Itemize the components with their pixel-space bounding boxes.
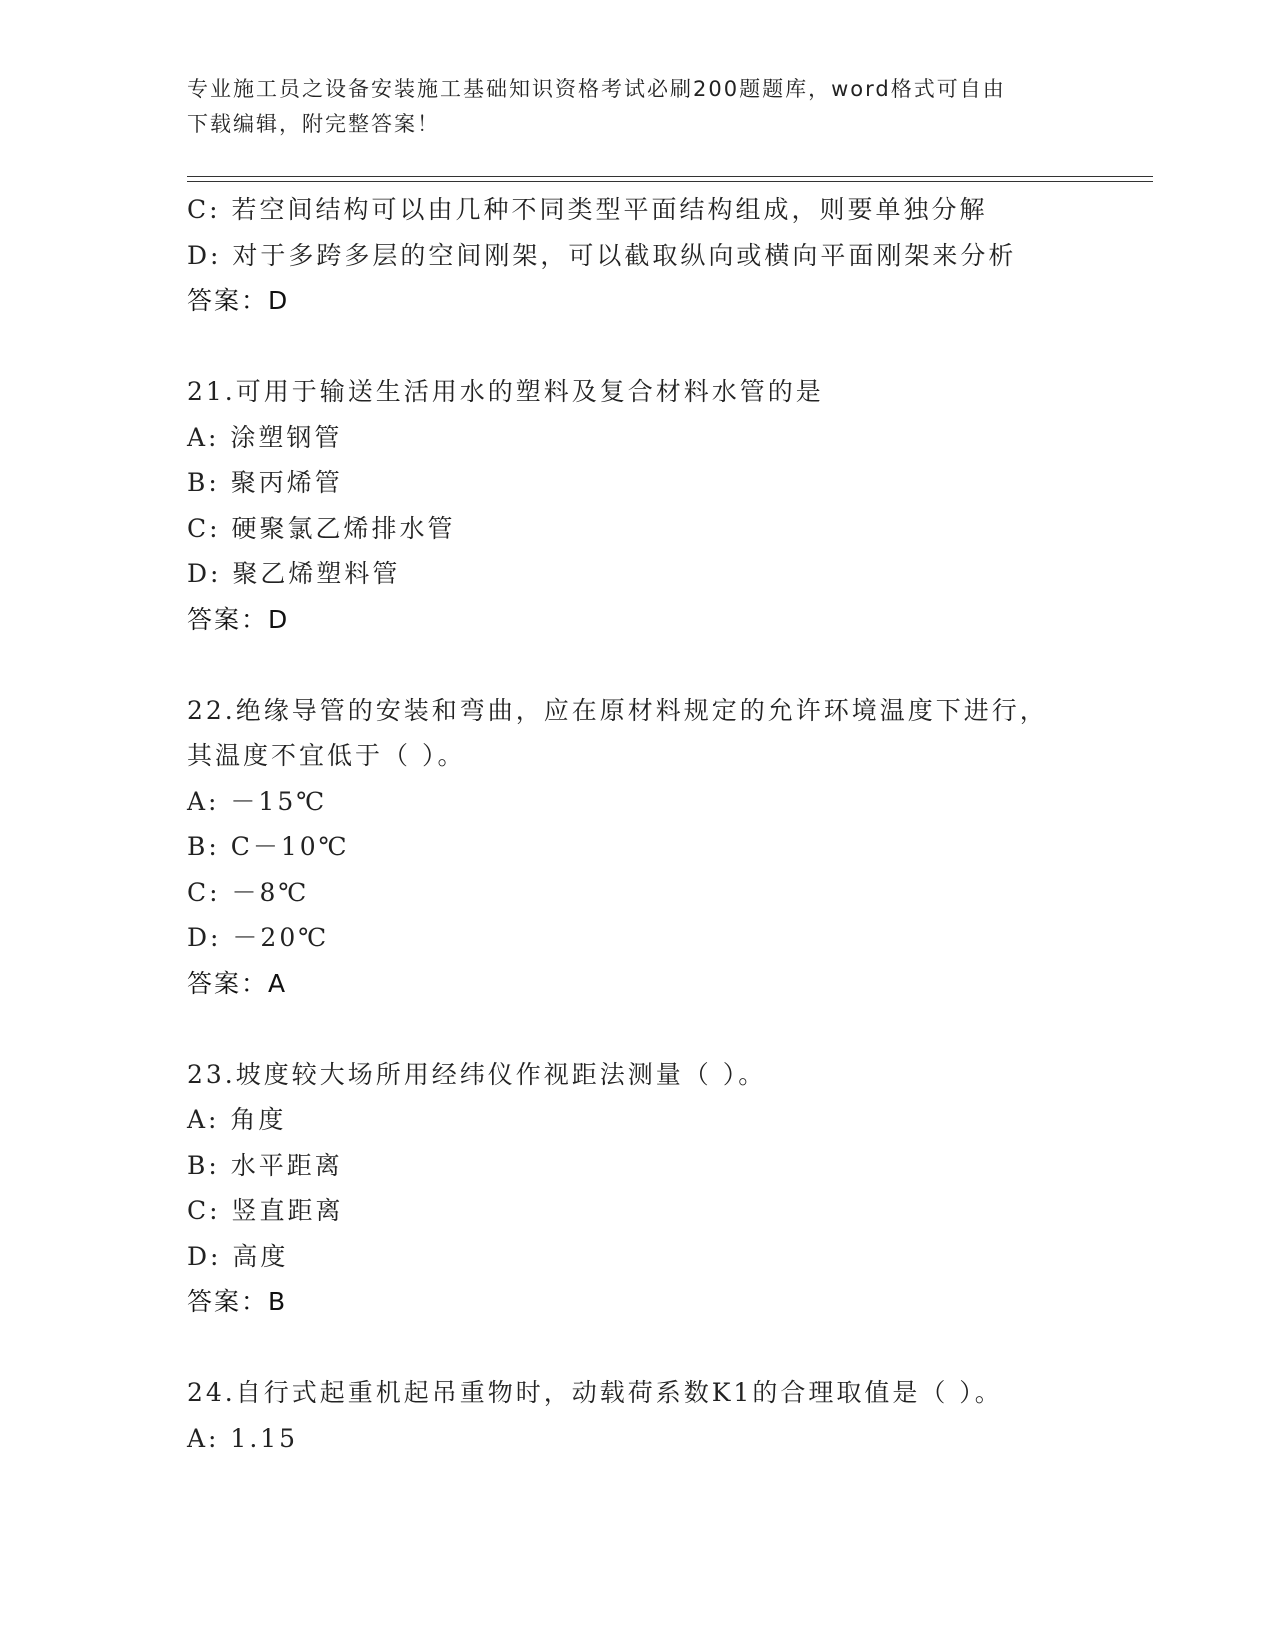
previous-question-tail	[187, 187, 1087, 324]
header-divider-bottom	[187, 181, 1153, 182]
option-a: A: －15℃	[187, 786, 328, 816]
question-stem: 22.绝缘导管的安装和弯曲，应在原材料规定的允许环境温度下进行，	[187, 695, 1048, 725]
document-header	[187, 72, 1087, 142]
question-list	[187, 187, 1087, 1461]
question-stem-continued: 其温度不宜低于（ ）。	[187, 741, 466, 770]
spacer	[187, 1325, 1087, 1371]
option-c: C: 若空间结构可以由几种不同类型平面结构组成，则要单独分解	[187, 195, 988, 224]
question-21	[187, 369, 1087, 642]
option-b: B: 聚丙烯管	[187, 468, 343, 497]
question-stem: 24.自行式起重机起吊重物时，动载荷系数K1的合理取值是（ ）。	[187, 1378, 1003, 1407]
option-b: B: 水平距离	[187, 1150, 343, 1180]
option-d: D: 高度	[187, 1241, 289, 1271]
question-22	[187, 688, 1087, 1007]
answer-line: 答案：D	[187, 604, 290, 634]
answer-line: 答案：B	[187, 1287, 288, 1316]
option-c: C: －8℃	[187, 877, 310, 907]
header-line-2: 下载编辑，附完整答案！	[187, 112, 440, 136]
question-24	[187, 1370, 1087, 1461]
question-stem: 21.可用于输送生活用水的塑料及复合材料水管的是	[187, 377, 824, 406]
option-a: A: 角度	[187, 1105, 287, 1134]
spacer	[187, 642, 1087, 688]
answer-line: 答案：D	[187, 286, 290, 315]
spacer	[187, 324, 1087, 370]
option-a: A: 涂塑钢管	[187, 422, 343, 452]
option-d: D: 对于多跨多层的空间刚架，可以截取纵向或横向平面刚架来分析	[187, 240, 1017, 270]
header-divider-top	[187, 176, 1153, 177]
option-b: B: C－10℃	[187, 832, 350, 861]
answer-line: 答案：A	[187, 968, 288, 998]
option-c: C: 硬聚氯乙烯排水管	[187, 513, 456, 543]
question-23	[187, 1052, 1087, 1325]
spacer	[187, 1006, 1087, 1052]
option-d: D: 聚乙烯塑料管	[187, 559, 401, 588]
option-a: A: 1.15	[187, 1423, 299, 1453]
option-c: C: 竖直距离	[187, 1196, 344, 1225]
question-stem: 23.坡度较大场所用经纬仪作视距法测量（ ）。	[187, 1059, 767, 1089]
header-line-1: 专业施工员之设备安装施工基础知识资格考试必刷200题题库，word格式可自由	[187, 77, 1006, 101]
option-d: D: －20℃	[187, 923, 330, 952]
